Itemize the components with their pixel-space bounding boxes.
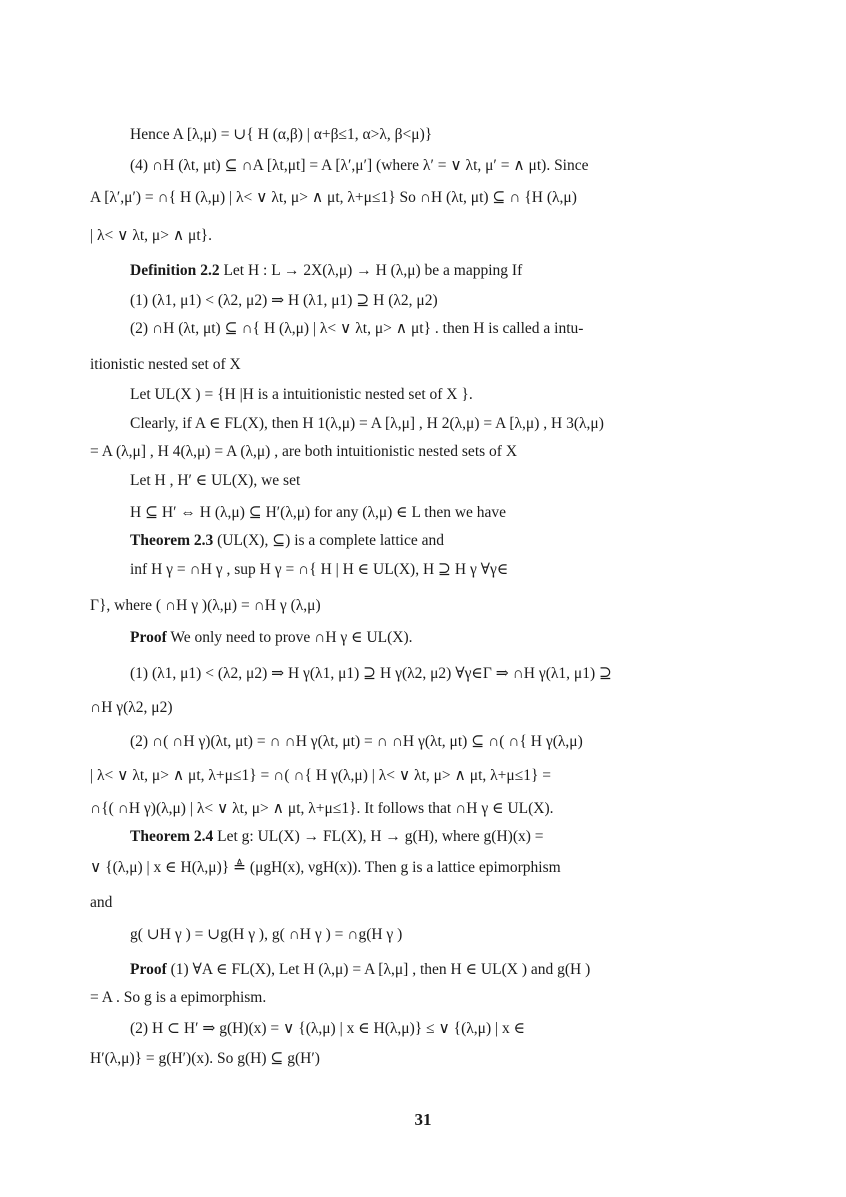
line-hence: Hence A [λ,μ) = ∪{ H (α,β) | α+β≤1, α>λ, β<μ)} bbox=[130, 126, 433, 143]
theorem-label: Theorem bbox=[130, 828, 190, 845]
line-clearly: Clearly, if A ∈ FL(X), then H 1(λ,μ) = A [λ,μ] , H 2(λ,μ) = A [λ,μ) , H 3(λ,μ) bbox=[130, 415, 604, 432]
proof-step-1-cont: ∩H γ(λ2, μ2) bbox=[90, 699, 173, 716]
proof-2-4-step-2-cont: H′(λ,μ)} = g(H′)(x). So g(H) ⊆ g(H′) bbox=[90, 1050, 320, 1067]
definition-label: Definition bbox=[130, 262, 197, 279]
theorem-label: Theorem bbox=[130, 532, 190, 549]
proof-2-4 bbox=[130, 960, 758, 980]
theorem-text: (UL(X), ⊆) is a complete lattice and bbox=[213, 532, 444, 549]
definition-cond-1: (1) (λ1, μ1) < (λ2, μ2) ⇒ H (λ1, μ1) ⊇ H (λ2, μ2) bbox=[130, 292, 438, 309]
theorem-number: 2.3 bbox=[193, 532, 214, 549]
proof-2-4-epi: = A . So g is a epimorphism. bbox=[90, 989, 267, 1006]
proof-label: Proof bbox=[130, 629, 167, 646]
theorem-2-4-and: and bbox=[90, 894, 113, 911]
proof-text: We only need to prove ∩H γ ∈ UL(X). bbox=[166, 629, 413, 646]
proof-step-2-cont: | λ< ∨ λt, μ> ∧ μt, λ+μ≤1} = ∩( ∩{ H γ(λ,μ) | λ< ∨ λt, μ> ∧ μt, λ+μ≤1} = bbox=[90, 767, 552, 784]
definition-cond-2: (2) ∩H (λt, μt) ⊆ ∩{ H (λ,μ) | λ< ∨ λt, μ> ∧ μt} . then H is called a intu- bbox=[130, 320, 584, 337]
theorem-2-4-formula: g( ∪H γ ) = ∪g(H γ ), g( ∩H γ ) = ∩g(H γ ) bbox=[130, 926, 403, 943]
theorem-where: Γ}, where ( ∩H γ )(λ,μ) = ∩H γ (λ,μ) bbox=[90, 597, 321, 614]
line-order-def: H ⊆ H′ ⇔ H (λ,μ) ⊆ H′(λ,μ) for any (λ,μ) ∈ L then we have bbox=[130, 504, 507, 521]
proof-step-2-end: ∩{( ∩H γ)(λ,μ) | λ< ∨ λt, μ> ∧ μt, λ+μ≤1}. It follows that ∩H γ ∈ UL(X). bbox=[90, 800, 554, 817]
proof-text: (1) ∀A ∈ FL(X), Let H (λ,μ) = A [λ,μ] , then H ∈ UL(X ) and g(H ) bbox=[166, 961, 591, 978]
theorem-text: Let g: UL(X) → FL(X), H → g(H), where g(H)(x) = bbox=[213, 828, 544, 845]
proof-label: Proof bbox=[130, 961, 167, 978]
proof-step-1: (1) (λ1, μ1) < (λ2, μ2) ⇒ H γ(λ1, μ1) ⊇ H γ(λ2, μ2) ∀γ∈Γ ⇒ ∩H γ(λ1, μ1) ⊇ bbox=[130, 665, 612, 682]
definition-text: Let H : L → 2X(λ,μ) → H (λ,μ) be a mapping If bbox=[219, 262, 523, 279]
line-since-cont: A [λ′,μ′) = ∩{ H (λ,μ) | λ< ∨ λt, μ> ∧ μt, λ+μ≤1} So ∩H (λt, μt) ⊆ ∩ {H (λ,μ) bbox=[90, 189, 577, 206]
line-let-ul: Let UL(X ) = {H |H is a intuitionistic nested set of X }. bbox=[130, 386, 473, 403]
theorem-2-3 bbox=[130, 531, 758, 551]
theorem-inf-sup: inf H γ = ∩H γ , sup H γ = ∩{ H | H ∈ UL(X), H ⊇ H γ ∀γ∈ bbox=[130, 561, 509, 578]
theorem-2-4-cont: ∨ {(λ,μ) | x ∈ H(λ,μ)} ≜ (μgH(x), νgH(x)). Then g is a lattice epimorphism bbox=[90, 859, 561, 876]
proof-2-3 bbox=[130, 628, 758, 648]
line-item-4: (4) ∩H (λt, μt) ⊆ ∩A [λt,μt] = A [λ′,μ′] (where λ′ = ∨ λt, μ′ = ∧ μt). Since bbox=[130, 157, 589, 174]
line-brace-close: | λ< ∨ λt, μ> ∧ μt}. bbox=[90, 227, 212, 244]
proof-2-4-step-2: (2) H ⊂ H′ ⇒ g(H)(x) = ∨ {(λ,μ) | x ∈ H(λ,μ)} ≤ ∨ {(λ,μ) | x ∈ bbox=[130, 1020, 526, 1037]
theorem-number: 2.4 bbox=[193, 828, 214, 845]
definition-2-2 bbox=[130, 261, 758, 281]
definition-number: 2.2 bbox=[200, 262, 220, 279]
theorem-2-4 bbox=[130, 827, 758, 847]
definition-cont: itionistic nested set of X bbox=[90, 356, 241, 373]
line-let-h: Let H , H′ ∈ UL(X), we set bbox=[130, 472, 301, 489]
proof-step-2: (2) ∩( ∩H γ)(λt, μt) = ∩ ∩H γ(λt, μt) = ∩ ∩H γ(λt, μt) ⊆ ∩( ∩{ H γ(λ,μ) bbox=[130, 733, 583, 750]
line-clearly-cont: = A (λ,μ] , H 4(λ,μ) = A (λ,μ) , are both intuitionistic nested sets of X bbox=[90, 443, 518, 460]
page-number: 31 bbox=[414, 1110, 432, 1129]
